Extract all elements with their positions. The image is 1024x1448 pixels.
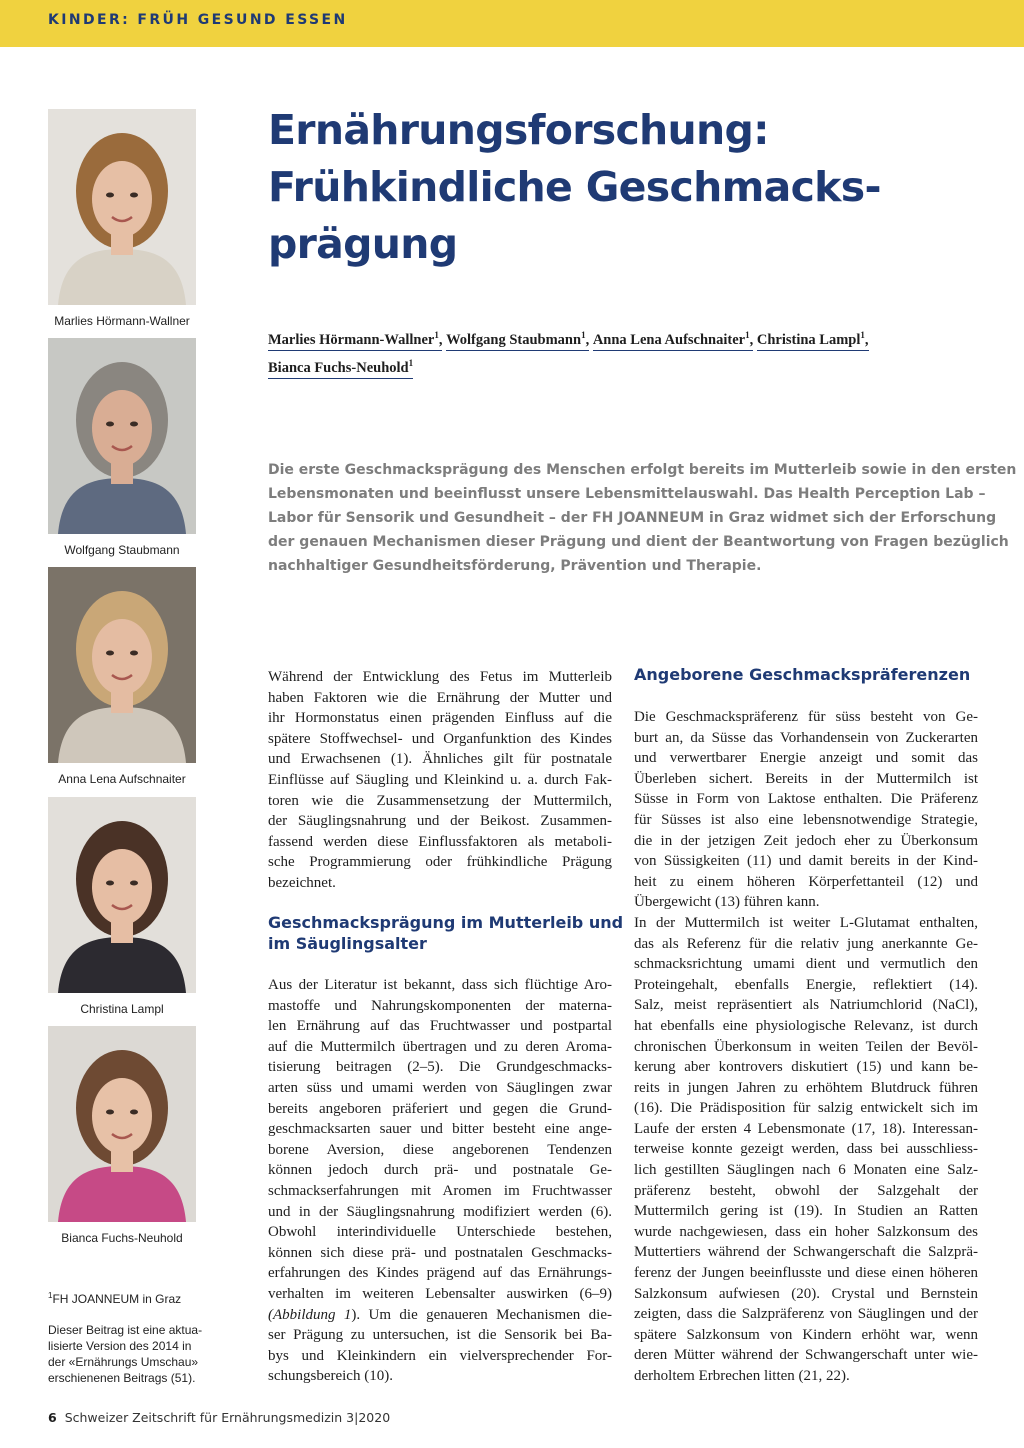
text-line: Die Geschmackspräferenz für süss besteht von Ge- [634,709,978,725]
text-line: spätere Salzkonsum von Kindern erhöht war, wenn [634,1326,978,1343]
body-paragraph [268,667,612,894]
lead-line: Labor für Sensorik und Gesundheit – der FH JOANNEUM in Graz widmet sich der Erforschung [268,510,997,526]
version-note-line: lisierte Version des 2014 in [48,1339,192,1353]
text-line: und Erwachsenen (1). Ähnliches gilt für postnatale [268,751,612,768]
text-line: Übergewicht (13) führen kann. [634,894,820,911]
text-line: geschmacksarten sauer und bitter besteht eine ange- [268,1121,612,1138]
heading-line: Angeborene Geschmackspräferenzen [634,665,971,684]
author-entry[interactable]: Wolfgang Staubmann$^1$, [446,325,589,351]
author-entry[interactable]: Bianca Fuchs-Neuhold$^1$ [268,353,413,379]
text-line: mastoffe und Nahrungskomponenten der materna- [268,997,612,1014]
affiliation-marker: 1 [48,1291,53,1300]
portrait-caption: Christina Lampl [80,1002,164,1016]
article-lead [268,458,1017,578]
text-line: fassend werden diese Einflussfaktoren als metaboli- [268,833,612,850]
text-line: präferenz besteht, obwohl der Salzgehalt der [634,1182,978,1199]
text-line: Obwohl interindividuelle Unterschiede bestehen, [268,1224,612,1241]
text-line: der Säuglingsnahrung und der Beikost. Zusammen- [268,813,612,830]
text-line: für Süsses ist also eine lebensnotwendige Strategie, [634,811,978,828]
text-line: Aus der Literatur ist bekannt, dass sich flüchtige Aro- [268,977,612,993]
text-line: erfahrungen des Kindes prägend auf das Ernährungs- [268,1265,612,1282]
text-line: können sich diese prä- und postnatalen Geschmacks- [268,1244,612,1261]
text-line: Muttertiers während der Schwangerschaft die Salzprä- [634,1244,978,1261]
version-note-line: erschienenen Beitrags (51). [48,1371,196,1385]
text-line: ferenz der Jungen beeinflusste und diese einen höheren [634,1265,978,1282]
text-line: können jedoch durch prä- und postnatale Ge- [268,1162,612,1179]
author-entry[interactable]: Christina Lampl$^1$, [757,325,869,351]
text-line: haben Faktoren wie die Ernährung der Mutter und [268,689,612,706]
portrait-image [48,338,196,534]
portrait-caption: Wolfgang Staubmann [64,543,180,557]
text-line: terweise konnte gezeigt werden, dass bei ausschliess- [634,1141,978,1158]
text-line: sche Programmierung oder frühkindliche Prägung [268,854,612,871]
section-header-bar [0,0,1024,47]
text-line: ser Prägung zu untersuchen, ist die Sensorik bei Ba- [268,1327,612,1344]
portrait-photo [48,797,196,993]
heading-line: im Säuglingsalter [268,934,427,953]
text-line: Salzkonsum aufwiesen (20). Crystal und Bernstein [634,1285,978,1302]
text-line: reits in jungen Jahren zu erhöhtem Blutdruck führen [634,1079,978,1096]
section-heading [634,664,978,685]
text-line: Während der Entwicklung des Fetus im Mutterleib [268,669,612,685]
page-number: 6 [48,1410,57,1425]
lead-line: Lebensmonaten und beeinflusst unsere Lebensmittelauswahl. Das Health Perception Lab – [268,486,986,502]
text-line: borene Aversion, diese angeborenen Tendenzen [268,1141,612,1158]
text-line: die in der jetzigen Zeit jedoch eher zu Überkonsum [634,832,978,849]
text-line: lich gestillten Säuglingen nach 6 Monaten eine Salz- [634,1162,978,1179]
text-line: auf die Muttermilch übertragen und zu deren Aroma- [268,1038,612,1055]
text-line: und in der Säuglingsnahrung modifiziert werden (6). [268,1203,612,1220]
portrait-image [48,1026,196,1222]
body-paragraph [268,975,612,1387]
text-line: Überleben sichert. Bereits in der Muttermilch ist [634,770,978,787]
section-heading [268,912,624,954]
title-line: prägung [268,220,458,268]
lead-line: der genauen Mechanismen dieser Prägung und dient der Beantwortung von Fragen bezüglich [268,534,1009,550]
portrait-photo [48,109,196,305]
portrait-image [48,109,196,305]
author-entry[interactable]: Anna Lena Aufschnaiter$^1$, [593,325,753,351]
text-line: spätere Stoffwechsel- und Organfunktion des Kindes [268,730,612,747]
text-line: wurde nachgewiesen, dass ein hoher Salzkonsum des [634,1223,978,1240]
text-line: Proteingehalt, ebenfalls Energie, reflektiert (14). [634,976,978,993]
portrait-caption: Bianca Fuchs-Neuhold [61,1231,183,1245]
text-line: deren Mütter während der Schwangerschaft unter wie- [634,1347,978,1364]
heading-line: Geschmacksprägung im Mutterleib und [268,913,624,932]
affiliation-note [48,1288,208,1307]
portrait-photo [48,338,196,534]
article-title [268,102,968,273]
text-line: kerung aber kontrovers diskutiert (15) und kann be- [634,1059,978,1076]
author-list [268,325,968,381]
version-note-line: der «Ernährungs Umschau» [48,1355,199,1369]
version-note [48,1322,208,1386]
text-line: (Abbildung 1). Um die genaueren Mechanismen die- [268,1306,612,1323]
title-line: Ernährungsforschung: [268,106,769,154]
portrait-caption: Marlies Hörmann-Wallner [54,314,190,328]
text-line: Einflüsse auf Säugling und Kleinkind u. a. durch Fak- [268,771,612,788]
text-line: und verwertbarer Energie anzeigt und somit das [634,750,978,767]
journal-name: Schweizer Zeitschrift für Ernährungsmedizin 3|2020 [64,1410,391,1425]
text-line: Laufe der ersten 4 Lebensmonate (17, 18). Interessan- [634,1120,978,1137]
text-line: In der Muttermilch ist weiter L-Glutamat enthalten, [634,914,978,931]
text-line: das als Referenz für die relativ jung anerkannte Ge- [634,935,978,952]
version-note-line: Dieser Beitrag ist eine aktua- [48,1323,203,1337]
text-line: bereits angeboren präferiert und gegen die Grund- [268,1100,612,1117]
text-line: bys und Kleinkindern ein vielversprechender For- [268,1347,612,1364]
text-line: Muttermilch gering ist (19). In Studien an Ratten [634,1203,978,1220]
text-line: Salz, meist repräsentiert als Natriumchlorid (NaCl), [634,997,978,1014]
text-line: burt an, da Süsse das Vorhandensein von Zuckerarten [634,729,978,746]
text-line: hat ebenfalls eine physiologische Relevanz, ist durch [634,1017,978,1034]
text-line: bezeichnet. [268,874,336,891]
text-line: von Süssigkeiten (11) und damit bereits in der Kind- [634,853,978,870]
text-line: ihr Hormonstatus einen prägenden Einfluss auf die [268,710,612,727]
portrait-caption: Anna Lena Aufschnaiter [58,772,186,786]
lead-line: nachhaltiger Gesundheitsförderung, Prävention und Therapie. [268,558,762,574]
text-line: arten süss und umami werden von Säuglingen zwar [268,1079,612,1096]
text-line: schmacksrichtung umami dient und vermutlich den [634,956,978,973]
title-line: Frühkindliche Geschmacks- [268,163,881,211]
author-entry[interactable]: Marlies Hörmann-Wallner$^1$, [268,325,442,351]
portrait-image [48,567,196,763]
text-line: zeigten, dass die Salzpräferenz von Säuglingen und der [634,1306,978,1323]
portrait-image [48,797,196,993]
text-line: derholtem Erbrechen litten (21, 22). [634,1368,850,1384]
lead-line: Die erste Geschmacksprägung des Menschen erfolgt bereits im Mutterleib sowie in den ersten [268,462,1017,478]
portrait-photo [48,567,196,763]
text-line: schungsbereich (10). [268,1368,393,1385]
text-line: schmackserfahrungen mit Aromen im Fruchtwasser [268,1182,612,1199]
text-line: heit zu einem höheren Körperfettanteil (12) und [634,873,978,890]
page-footer [48,1410,390,1425]
text-line: verhalten im weiteren Lebensalter auswirken (6–9) [268,1285,612,1302]
text-line: len Ernährung auf das Fruchtwasser und postpartal [268,1018,612,1035]
text-line: toren wie die Zusammensetzung der Muttermilch, [268,792,612,809]
affiliation-text: FH JOANNEUM in Graz [52,1292,182,1306]
text-line: chronischen Überkonsum in weiten Teilen der Bevöl- [634,1038,978,1055]
portrait-photo [48,1026,196,1222]
section-label: KINDER: FRÜH GESUND ESSEN [48,12,348,28]
text-line: Süsse in Form von Laktose enthalten. Die Präferenz [634,791,978,808]
body-paragraph [634,707,978,1387]
text-line: tisierung beitragen (2–5). Die Grundgeschmacks- [268,1059,612,1076]
text-line: (16). Die Prädisposition für salzig entwickelt sich im [634,1100,978,1117]
